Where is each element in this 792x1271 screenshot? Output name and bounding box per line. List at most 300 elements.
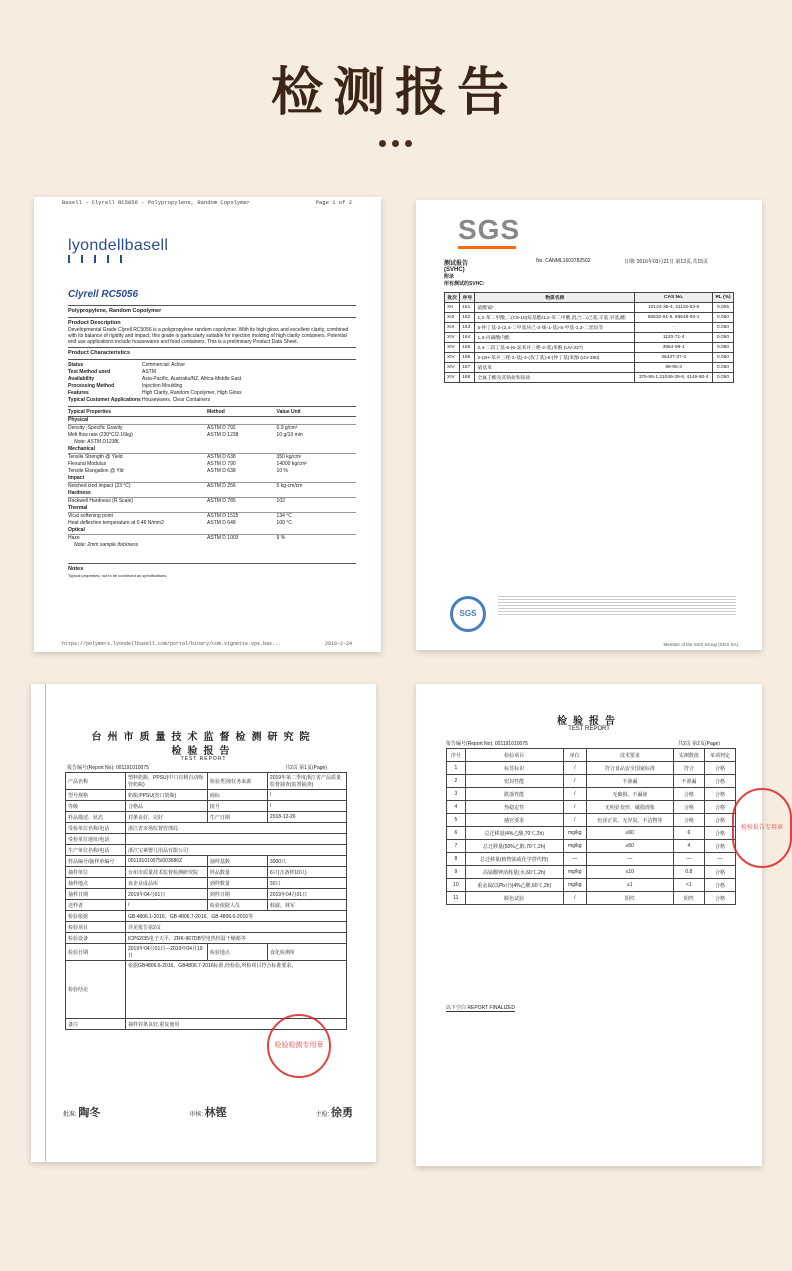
table-row — [66, 911, 347, 922]
table-cell: 总迁移量(4%乙酸,70℃,2h) — [465, 827, 563, 840]
row-label: 生产单位名称/电话 — [66, 845, 126, 856]
prop-name: Heat deflection temperature at 0.46 N/mm2 — [68, 520, 164, 526]
table-row — [66, 944, 347, 961]
table-cell: 168 — [460, 373, 475, 383]
table-row — [66, 856, 347, 867]
char-key: Features — [68, 390, 89, 396]
prop-name: Melt flow rate (230°C/2.16kg) — [68, 432, 133, 438]
row-label: 到样数量 — [207, 878, 267, 889]
col-header: 单位 — [563, 749, 586, 762]
table-row — [445, 303, 734, 313]
sgs-report — [416, 200, 762, 650]
tester-signature: 徐勇 — [331, 1106, 353, 1119]
table-cell: XIV — [445, 353, 460, 363]
table-cell: 合格 — [673, 788, 704, 801]
taizhou-test-report — [31, 684, 376, 1162]
table-cell: 0.050 — [713, 353, 734, 363]
report-title: 检验报告 — [557, 716, 621, 727]
prop-row — [68, 468, 356, 475]
char-value: High Clarity, Random Copolymer, High Gloss — [142, 390, 242, 396]
table-row — [66, 889, 347, 900]
table-row — [445, 333, 734, 343]
row-value: ICP62/35电子天平、ZRK-967DB型电热恒温干燥箱等 — [126, 933, 347, 944]
table-cell: XIV — [445, 373, 460, 383]
table-row — [445, 313, 734, 323]
table-cell: 0.8 — [673, 866, 704, 879]
prop-method: ASTM D 638 — [207, 468, 236, 474]
table-row — [447, 892, 736, 905]
table-cell: 3 — [447, 788, 466, 801]
sgs-logo-underline — [458, 246, 516, 249]
table-cell: XIV — [445, 343, 460, 353]
table-cell: mg/kg — [563, 827, 586, 840]
table-row — [66, 878, 347, 889]
table-cell: 符合食品安全国家标准 — [586, 762, 673, 775]
row-value: 详见报告第2页 — [126, 922, 347, 933]
table-cell: 重金属(以Pb计)(4%乙酸,60℃,2h) — [465, 879, 563, 892]
table-cell: 36437-37-3 — [635, 353, 713, 363]
table-cell: 阴性 — [673, 892, 704, 905]
prop-row — [68, 461, 356, 468]
prop-value: 134 °C — [276, 513, 292, 519]
row-label: 检验项目 — [66, 922, 126, 933]
row-label: 样品描述、状态 — [66, 812, 126, 823]
table-cell: ≤60 — [586, 840, 673, 853]
description: Developmental Grade Clyrell RC5056 is a polypropylene random copolymer. With its high gloss and excellent clarity, combined with its balance of rigidity and impact, this grade is particularly suitable for injection molding of high clarity containers. Potential end use applications include housewares and food containers. This is a preliminary Product Data Sheet. — [68, 327, 349, 345]
prop-method: ASTM D 256 — [207, 483, 236, 489]
prop-method: ASTM D 648 — [207, 520, 236, 526]
report-title-en: TEST REPORT — [568, 726, 610, 732]
notes: Typical properties; not to be construed as specifications. — [68, 573, 168, 578]
table-cell: 不渗漏 — [673, 775, 704, 788]
col-header: 序号 — [460, 293, 475, 303]
table-cell: 合格 — [704, 814, 735, 827]
prop-group: Optical — [68, 527, 356, 535]
row-value: 塑料奶瓶、PPSU(中口有柄自动吸管奶瓶) — [126, 773, 208, 790]
row-label: 到样日期 — [207, 889, 267, 900]
table-cell: 脱色试验 — [465, 892, 563, 905]
table-cell: 3864-99-1 — [635, 343, 713, 353]
prop-group: Hardness — [68, 490, 356, 498]
table-row — [66, 801, 347, 812]
prop-method: ASTM D 1003 — [207, 535, 239, 541]
table-cell: mg/kg — [563, 866, 586, 879]
row-label: 检验类别/任务来源 — [207, 773, 267, 790]
table-cell: 5 — [447, 814, 466, 827]
table-cell: 1 — [447, 762, 466, 775]
logo-bars — [68, 255, 122, 263]
prop-name: Haze — [68, 535, 80, 541]
col-header: 序号 — [447, 749, 466, 762]
table-cell: 阴性 — [586, 892, 673, 905]
row-value: 30只 — [267, 878, 346, 889]
prop-row — [68, 513, 356, 520]
properties-table — [68, 417, 356, 549]
table-row — [447, 827, 736, 840]
prop-row — [68, 498, 356, 505]
lyondellbasell-logo: lyondellbasell — [68, 237, 169, 254]
prop-name: Flexural Modulus — [68, 461, 107, 467]
row-value: GB 4806.1-2016、GB 4806.7-2016、GB 4806.6-2016等 — [126, 911, 347, 922]
row-label: 产品名称 — [66, 773, 126, 790]
row-label: 检验设备 — [66, 933, 126, 944]
table-cell: 162 — [460, 313, 475, 323]
prop-row — [68, 535, 356, 542]
row-value: / — [267, 801, 346, 812]
table-cell: 总迁移量(植物油或化学替代物) — [465, 853, 563, 866]
characteristic-row — [68, 376, 356, 383]
characteristics — [68, 362, 356, 404]
prop-row — [68, 425, 356, 432]
table-cell: 9 — [447, 866, 466, 879]
row-value: 奶瓶:PPSU(宽口奶瓶) — [126, 790, 208, 801]
table-row — [445, 373, 734, 383]
row-value: 浙江省市场监督管理局 — [126, 823, 347, 834]
characteristic-row — [68, 383, 356, 390]
char-key: Status — [68, 362, 84, 368]
prop-row — [68, 483, 356, 490]
table-cell: 4 — [447, 801, 466, 814]
prop-value: 102 — [276, 498, 285, 504]
prop-group: Physical — [68, 417, 356, 425]
table-cell: / — [563, 892, 586, 905]
verifier-signature: 林铿 — [204, 1106, 227, 1119]
table-cell: 7 — [447, 840, 466, 853]
table-row — [66, 773, 347, 790]
table-row — [447, 762, 736, 775]
prop-method: ASTM D 790 — [207, 461, 236, 467]
prop-name: Rockwell Hardness (R Scale) — [68, 498, 134, 504]
table-row — [447, 879, 736, 892]
table-cell: 合格 — [704, 879, 735, 892]
table-cell: 161 — [460, 303, 475, 313]
table-cell: 10 — [447, 879, 466, 892]
row-label: 检验依据 — [66, 911, 126, 922]
table-cell: 合格 — [704, 866, 735, 879]
table-cell: 合格 — [673, 801, 704, 814]
doc1-header: Basell - Clyrell RC5056 - Polypropylene, Random Copolymer Page 1 of 2 — [62, 199, 352, 206]
prop-name: Density -Specific Gravity — [68, 425, 123, 431]
report-end: 以下空白 REPORT FINALIZED — [446, 1005, 515, 1011]
col-header: CAS No. — [635, 293, 713, 303]
table-cell: — — [563, 853, 586, 866]
table-cell: 0.050 — [713, 313, 734, 323]
table-cell: <1 — [673, 879, 704, 892]
col-header: 技术要求 — [586, 749, 673, 762]
table-row — [66, 790, 347, 801]
prop-value: 0.9 g/cm³ — [276, 425, 298, 431]
prop-method: ASTM D 792 — [207, 425, 236, 431]
table-row — [447, 840, 736, 853]
report-title: 检验报告 — [171, 746, 236, 757]
row-label: 抽样地点 — [66, 878, 126, 889]
table-cell: 163 — [460, 323, 475, 333]
prop-row — [68, 520, 356, 527]
table-row — [66, 922, 347, 933]
report-no: 报告编号(Report No): 001191010075 — [67, 765, 149, 771]
table-cell: 标签标识 — [465, 762, 563, 775]
row-label: 受检单位地址/电话 — [66, 834, 126, 845]
table-cell: / — [563, 801, 586, 814]
table-cell: 合格 — [704, 892, 735, 905]
row-label: 检验地点 — [207, 944, 267, 961]
prop-note: Note: ASTM D1238L — [74, 439, 120, 445]
remark-label: 备注 — [66, 1019, 126, 1030]
page-title: 检测报告 — [270, 63, 519, 123]
characteristic-row — [68, 362, 356, 369]
table-row — [66, 834, 347, 845]
row-value: 浙江宝素婴儿用品有限公司 — [126, 845, 347, 856]
table-cell: 总迁移量(50%乙醇,70℃,2h) — [465, 840, 563, 853]
table-cell: XIV — [445, 363, 460, 373]
table-cell: 密封性能 — [465, 775, 563, 788]
table-row — [445, 363, 734, 373]
table-cell: 热稳定性 — [465, 801, 563, 814]
table-cell: 无破损、不漏液 — [586, 788, 673, 801]
table-cell: 6 — [447, 827, 466, 840]
char-value: Asia-Pacific, Australia/NZ, Africa-Middle East — [142, 376, 242, 382]
col-header: 实测数值 — [673, 749, 704, 762]
char-key: Processing Method — [68, 383, 115, 389]
char-key: Typical Customer Applications — [68, 397, 141, 403]
row-value: 2018-12-26 — [267, 812, 346, 823]
table-cell: 11 — [447, 892, 466, 905]
prop-group: Impact — [68, 475, 356, 483]
row-value: 2019年04月01日 — [126, 889, 208, 900]
prop-method: ASTM D 1238 — [207, 432, 239, 438]
table-cell: 10124-36-4, 31119-53-6 — [635, 303, 713, 313]
table-row — [447, 775, 736, 788]
prop-value: 10 g/10 min — [276, 432, 303, 438]
datasheet-body — [68, 303, 356, 579]
table-cell: 色泽正常、无异臭、不洁物等 — [586, 814, 673, 827]
approver-signature: 陶冬 — [78, 1106, 101, 1119]
table-cell: 合格 — [704, 788, 735, 801]
table-cell: 1120-71-4 — [635, 333, 713, 343]
prop-note: Note: 2mm sample thickness — [74, 542, 139, 548]
table-row — [447, 853, 736, 866]
test-results-table — [446, 748, 736, 905]
table-cell: 68515-51-5, 68648-93-1 — [635, 313, 713, 323]
row-value: 韩淑、林军 — [267, 900, 346, 911]
table-cell: 全氟壬酸及其钠盐和铵盐 — [475, 373, 635, 383]
col-header: 检验项目 — [465, 749, 563, 762]
table-cell: 符合 — [673, 762, 704, 775]
conclusion-label: 检验结论 — [66, 961, 126, 1019]
red-stamp: 检验报告专用章 — [732, 788, 792, 868]
col-header: 物质名称 — [475, 293, 635, 303]
table-cell: 合格 — [704, 801, 735, 814]
row-label: 抽样单位 — [66, 867, 126, 878]
char-value: Commercial: Active — [142, 362, 185, 368]
table-cell: — — [586, 853, 673, 866]
table-cell: XIII — [445, 313, 460, 323]
row-label: 生产日期 — [207, 812, 267, 823]
row-label: 受检单位名称/电话 — [66, 823, 126, 834]
table-cell: — — [704, 853, 735, 866]
table-cell: 1,3-丙磺酸内酯 — [475, 333, 635, 343]
table-cell: 2-(2H-苯并三唑-2-基)-4-(叔丁基)-6-(仲丁基)苯酚 (UV-350) — [475, 353, 635, 363]
prop-name: Vicat softening point — [68, 513, 113, 519]
table-row — [445, 353, 734, 363]
prop-value: 5 kg-cm/cm — [276, 483, 303, 489]
table-cell: 感官要求 — [465, 814, 563, 827]
remark-text: 抽样封条良好,重复使用 — [126, 1019, 347, 1030]
prop-name: Tensile Strength @ Yield — [68, 454, 123, 460]
desc-head: Product Description — [68, 320, 121, 326]
table-cell: / — [563, 788, 586, 801]
characteristic-row — [68, 390, 356, 397]
table-cell: mg/kg — [563, 840, 586, 853]
report-no: 报告编号(Report No): 001191010075 — [446, 741, 528, 747]
row-value: 2019年04月01日 — [267, 889, 346, 900]
row-value: 封条良好、完好 — [126, 812, 208, 823]
sgs-meta: 测试报告 (SVHC) No. CANML1603782502 日期: 2016年03月21日 第13页,共15页 附录 所有测试的SVHC: — [444, 258, 708, 287]
table-cell: 0.050 — [713, 373, 734, 383]
row-label: 样品编号/抽样单编号 — [66, 856, 126, 867]
char-value: Injection Moulding — [142, 383, 183, 389]
row-value: 6只(含备样10只) — [267, 867, 346, 878]
table-cell: 0.050 — [713, 323, 734, 333]
table-row — [447, 788, 736, 801]
table-cell: 硫酸镉* — [475, 303, 635, 313]
table-row — [66, 845, 347, 856]
row-value: 台州市质量技术监督检测研究院 — [126, 867, 208, 878]
table-row — [445, 323, 734, 333]
signatures: 批准: 陶冬 审核: 林铿 主检: 徐勇 — [63, 1106, 353, 1119]
char-key: Test Method used — [68, 369, 111, 375]
table-cell: 硝基苯 — [475, 363, 635, 373]
row-label: 送样者 — [66, 900, 126, 911]
row-label: 商标 — [207, 790, 267, 801]
table-cell: XIV — [445, 333, 460, 343]
row-label: 样品数量 — [207, 867, 267, 878]
row-value: 001191010075/003686Z — [126, 856, 208, 867]
table-cell: 2,4-二叔丁基-6-(5-氯苯并三唑-2-基)苯酚 (UV-327) — [475, 343, 635, 353]
table-cell: 合格 — [704, 827, 735, 840]
char-key: Availability — [68, 376, 95, 382]
table-cell: / — [563, 775, 586, 788]
prop-row — [68, 454, 356, 461]
table-cell: XIII — [445, 323, 460, 333]
prop-value: 100 °C — [276, 520, 292, 526]
row-label: 抽样基数 — [207, 856, 267, 867]
table-cell: 166 — [460, 353, 475, 363]
prop-value: 10 % — [276, 468, 288, 474]
row-value: / — [126, 900, 208, 911]
prop-method: ASTM D 785 — [207, 498, 236, 504]
row-label: 型号规格 — [66, 790, 126, 801]
char-value: Housewares, Clear Containers — [142, 397, 211, 403]
sgs-member: Member of the SGS Group (SGS SA) — [663, 642, 738, 647]
conclusion-row — [66, 961, 347, 1019]
prop-group: Mechanical — [68, 446, 356, 454]
table-cell: 跌落性能 — [465, 788, 563, 801]
report-title-en: TEST REPORT — [180, 756, 227, 762]
row-label: 等级 — [66, 801, 126, 812]
red-stamp: 检验检测专用章 — [267, 1014, 331, 1078]
table-cell: 6 — [673, 827, 704, 840]
table-row — [66, 867, 347, 878]
table-cell: 0.050 — [713, 363, 734, 373]
col-header: RL (%) — [713, 293, 734, 303]
prop-value: 350 kg/cm² — [276, 454, 302, 460]
table-cell: 5-仲丁基-2-(2,4-二甲基环己-3-烯-1-基)-5-甲基-1,3-二恶烷等 — [475, 323, 635, 333]
table-cell: 98-95-3 — [635, 363, 713, 373]
table-row — [447, 814, 736, 827]
col-header: 批次 — [445, 293, 460, 303]
table-cell: / — [563, 762, 586, 775]
sgs-fine-print — [498, 594, 736, 617]
table-row — [447, 866, 736, 879]
table-row — [66, 900, 347, 911]
table-cell: 合格 — [704, 840, 735, 853]
title-dots — [0, 132, 790, 151]
conclusion-text: 依据GB4806.6-2016、GB4806.7-2016标准,经检验,所检项目符合标准要求。 — [126, 961, 347, 1019]
table-cell: 4 — [673, 840, 704, 853]
row-value: 合格品 — [126, 801, 208, 812]
sgs-logo: SGS — [458, 214, 521, 245]
props-header: Typical Properties Method Value Unit — [68, 409, 356, 417]
prop-name: Notched izod impact (23 °C) — [68, 483, 131, 489]
row-value: / — [267, 790, 346, 801]
characteristic-row — [68, 397, 356, 404]
subtitle: Polypropylene, Random Copolymer — [68, 308, 162, 314]
table-row — [447, 801, 736, 814]
table-cell: 0.050 — [713, 343, 734, 353]
page-no: 共2页 第1页(Page) — [285, 765, 327, 771]
row-value: 2019年第二季度浙江省产品质量监督抽查(监督抽查) — [267, 773, 346, 790]
row-value — [126, 834, 347, 845]
table-cell: ≤10 — [586, 866, 673, 879]
row-label: 抽样日期 — [66, 889, 126, 900]
table-cell: mg/kg — [563, 879, 586, 892]
table-cell: 合格 — [704, 762, 735, 775]
table-cell: 0.050 — [713, 333, 734, 343]
institute-name: 台州市质量技术监督检测研究院 — [91, 732, 316, 743]
table-cell: / — [563, 814, 586, 827]
table-row — [445, 343, 734, 353]
prop-name: Tensile Elongation @ Yld — [68, 468, 124, 474]
table-cell: ≤1 — [586, 879, 673, 892]
prop-value: 9 % — [276, 535, 286, 541]
char-head: Product Characteristics — [68, 350, 131, 356]
row-label: 检验依据人员 — [207, 900, 267, 911]
table-cell: 不渗漏 — [586, 775, 673, 788]
table-cell: 高锰酸钾消耗量(水,60℃,2h) — [465, 866, 563, 879]
report-info-table — [65, 772, 347, 1030]
table-cell: 167 — [460, 363, 475, 373]
prop-value: 14000 kg/cm² — [276, 461, 307, 467]
table-cell: XII — [445, 303, 460, 313]
table-row — [66, 933, 347, 944]
table-cell: 无明显变形、破损现象 — [586, 801, 673, 814]
row-label: 批号 — [207, 801, 267, 812]
row-value: 该企业成品库 — [126, 878, 208, 889]
lyondellbasell-datasheet — [34, 197, 381, 652]
table-row — [66, 812, 347, 823]
test-report-page2 — [416, 684, 783, 1166]
row-value: 食化检测所 — [267, 944, 346, 961]
prop-method: ASTM D 1525 — [207, 513, 239, 519]
table-cell: 合格 — [673, 814, 704, 827]
doc1-footer: https://polymers.lyondellbasell.com/portal/binary/com.vignette.vps.bas... 2010-2-24 — [62, 641, 352, 647]
table-cell: 375-95-1,21049-39-8, 4149-60-4 — [635, 373, 713, 383]
table-cell: - — [635, 323, 713, 333]
table-cell: 合格 — [704, 775, 735, 788]
prop-method: ASTM D 638 — [207, 454, 236, 460]
col-header: 单项判定 — [704, 749, 735, 762]
